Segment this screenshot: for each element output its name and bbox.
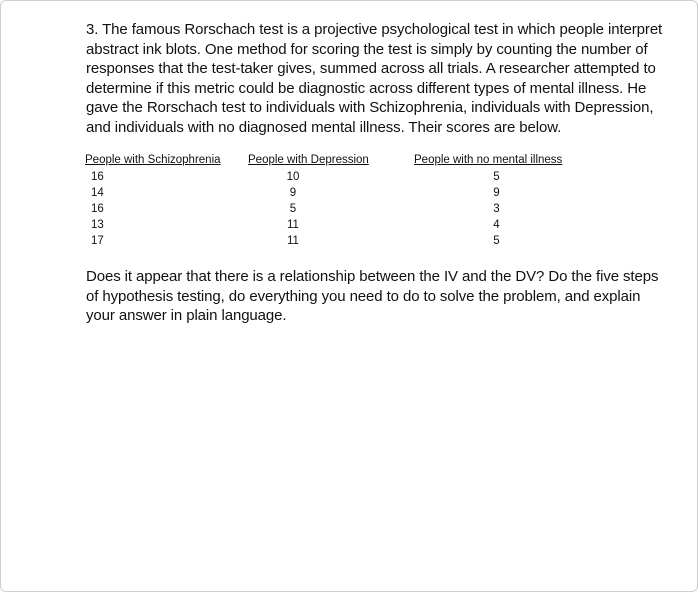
- table-cell: 17: [91, 235, 104, 247]
- table-cell: 16: [91, 171, 104, 183]
- column-depression: [248, 152, 380, 249]
- followup-paragraph: Does it appear that there is a relationship between the IV and the DV? Do the five steps of hypothesis testing, do everything you need to do to solve the problem, and explain your answer in plain language.: [86, 268, 659, 324]
- table-cell: 13: [91, 219, 104, 231]
- table-cell: 11: [287, 235, 299, 247]
- column-header: People with Depression: [248, 154, 369, 166]
- table-cell: 9: [493, 187, 500, 199]
- table-cell: 3: [493, 203, 500, 215]
- table-cell: 4: [493, 219, 500, 231]
- column-header: People with no mental illness: [414, 154, 563, 166]
- column-header: People with Schizophrenia: [85, 154, 221, 166]
- question-paragraph: 3. The famous Rorschach test is a projective psychological test in which people interpret abstract ink blots. One method for scoring the test is simply by counting the number of responses that the test-taker gives, summed across all trials. A researcher attempted to determine if this metric could be diagnostic across different types of mental illness. He gave the Rorschach test to individuals with Schizophrenia, individuals with Depression, and individuals with no diagnosed mental illness. Their scores are below.: [86, 21, 663, 136]
- column-schizophrenia: [85, 152, 235, 249]
- table-cell: 11: [287, 219, 299, 231]
- table-cell: 5: [493, 171, 500, 183]
- column-no-mental-illness: [414, 152, 579, 249]
- table-cell: 5: [493, 235, 500, 247]
- table-cell: 9: [289, 187, 297, 199]
- table-cell: 10: [286, 171, 300, 183]
- table-cell: 5: [289, 203, 297, 215]
- table-cell: 16: [91, 203, 104, 215]
- followup-question: [86, 267, 666, 326]
- question-text: [86, 20, 666, 137]
- table-cell: 14: [91, 187, 104, 199]
- scores-table: [0, 152, 700, 252]
